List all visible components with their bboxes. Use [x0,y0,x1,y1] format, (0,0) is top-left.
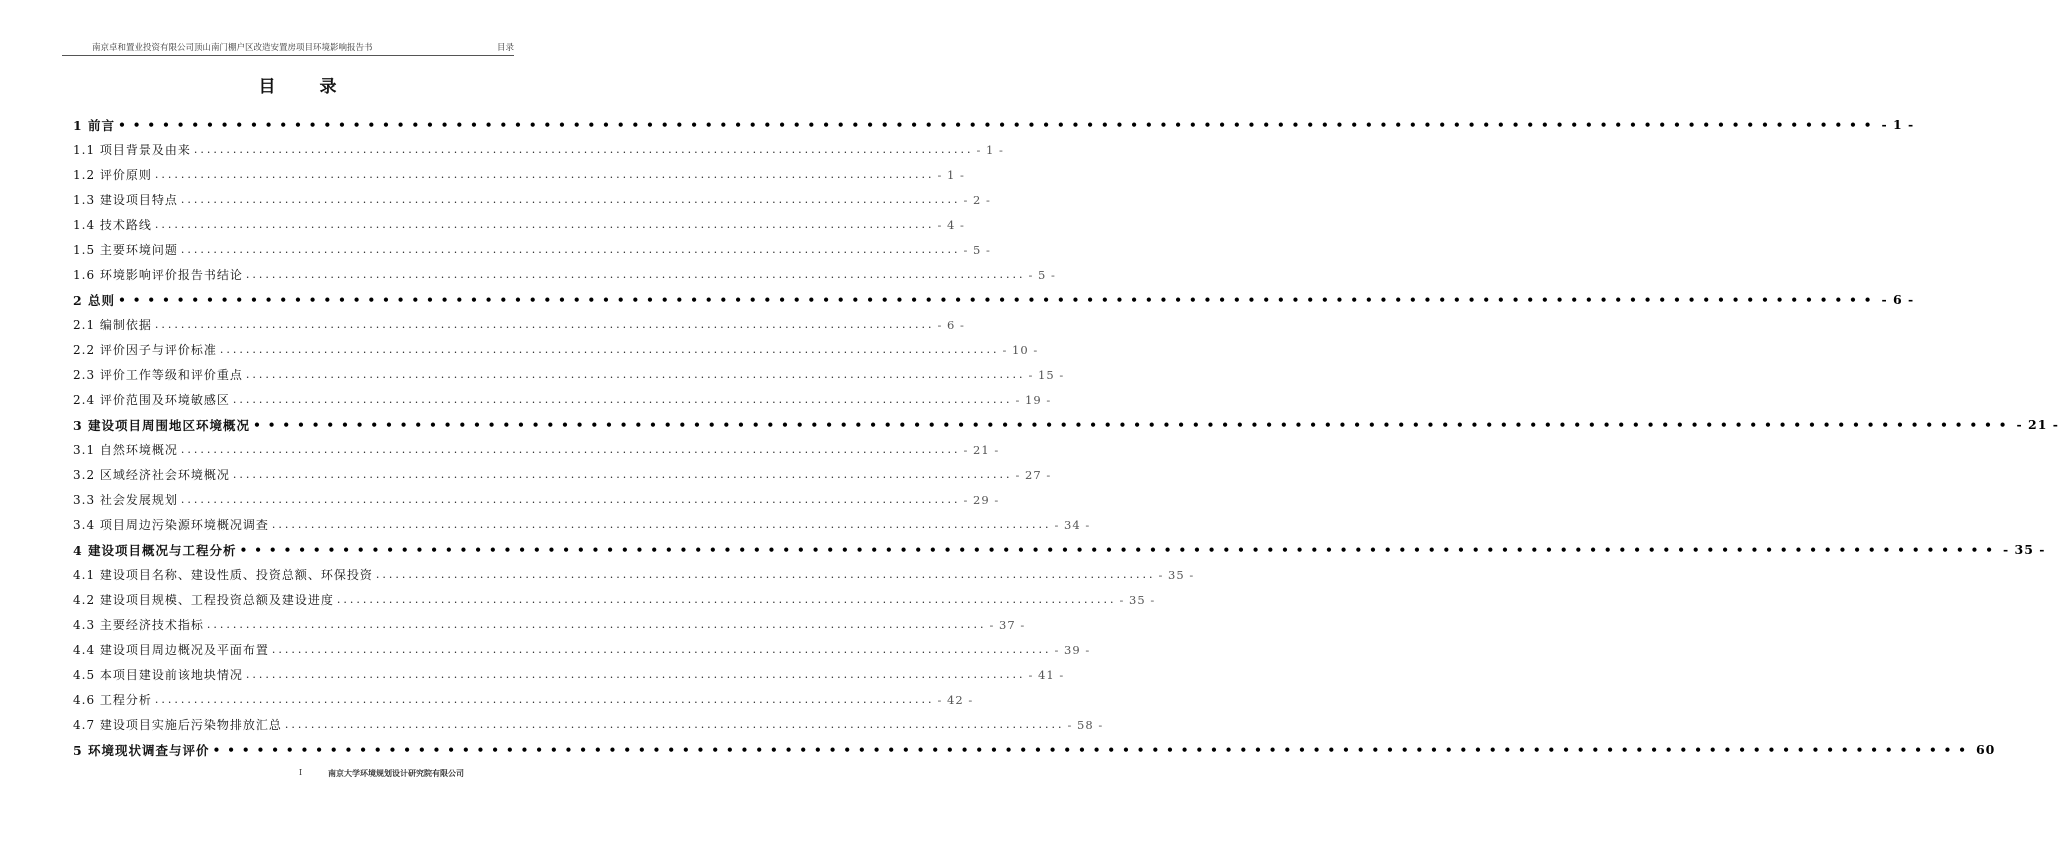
toc-section-entry[interactable] [73,387,1052,412]
toc-entry-label: 3.2 区域经济社会环境概况 [73,468,230,482]
footer-page-number: I [299,768,303,777]
toc-entry-page-number: - 2 - [963,192,991,207]
toc-dot-leader: ........................................................................................................................ [245,668,1026,681]
toc-dot-leader: ........................................................................................................................ [154,218,935,231]
toc-entry-label: 4.7 建设项目实施后污染物排放汇总 [73,718,282,732]
toc-entry-label: 4.5 本项目建设前该地块情况 [73,668,243,682]
toc-entry-label: 1.6 环境影响评价报告书结论 [73,268,243,282]
toc-dot-leader: ........................................................................................................................ [180,443,961,456]
toc-section-entry[interactable] [73,612,1026,637]
toc-section-entry[interactable] [73,312,965,337]
toc-entry-page-number: - 58 - [1067,717,1104,732]
page-header [62,41,514,56]
toc-section-entry[interactable] [73,637,1091,662]
toc-entry-page-number: - 6 - [1881,292,1915,307]
toc-entry-page-number: - 35 - [1119,592,1156,607]
toc-dot-leader: ........................................................................................................................ [180,193,961,206]
toc-chapter-entry[interactable] [73,537,2046,562]
toc-dot-leader: ........................................................................................................................ [336,593,1117,606]
toc-section-entry[interactable] [73,487,1000,512]
toc-entry-page-number: - 41 - [1028,667,1065,682]
toc-dot-leader: •••••••••••••••••••••••••••••••••••••••••••••••••••••••••••••••••••••••••••••••••••••••••••••••••••••••••••••••••••••••• [118,117,1879,132]
toc-entry-page-number: 60 [1975,742,1996,757]
toc-section-entry[interactable] [73,462,1052,487]
toc-section-entry[interactable] [73,687,974,712]
header-section-label: 目录 [496,43,514,53]
page-title: 目录 [258,77,381,97]
toc-dot-leader: ........................................................................................................................ [245,268,1026,281]
toc-chapter-entry[interactable] [73,287,1915,312]
toc-dot-leader: ........................................................................................................................ [206,618,987,631]
toc-dot-leader: ........................................................................................................................ [154,168,935,181]
toc-entry-page-number: - 1 - [1881,117,1915,132]
toc-entry-page-number: - 27 - [1015,467,1052,482]
toc-dot-leader: ........................................................................................................................ [219,343,1000,356]
toc-section-entry[interactable] [73,512,1091,537]
toc-entry-page-number: - 35 - [1158,567,1195,582]
toc-section-entry[interactable] [73,562,1195,587]
toc-entry-label: 1.4 技术路线 [73,218,152,232]
toc-entry-page-number: - 1 - [976,142,1004,157]
toc-entry-label: 4.3 主要经济技术指标 [73,618,204,632]
toc-dot-leader: ........................................................................................................................ [232,468,1013,481]
footer-organization: 南京大学环境规划设计研究院有限公司 [328,768,464,778]
toc-entry-label: 3.3 社会发展规划 [73,493,178,507]
toc-section-entry[interactable] [73,712,1104,737]
toc-dot-leader: ........................................................................................................................ [232,393,1013,406]
toc-section-entry[interactable] [73,662,1065,687]
toc-entry-page-number: - 1 - [937,167,965,182]
toc-dot-leader: ........................................................................................................................ [284,718,1065,731]
toc-entry-page-number: - 34 - [1054,517,1091,532]
toc-entry-page-number: - 21 - [963,442,1000,457]
toc-entry-page-number: - 42 - [937,692,974,707]
toc-dot-leader: ........................................................................................................................ [180,493,961,506]
toc-entry-label: 2.1 编制依据 [73,318,152,332]
toc-entry-page-number: - 37 - [989,617,1026,632]
toc-entry-page-number: - 19 - [1015,392,1052,407]
header-document-title: 南京卓和置业投资有限公司顶山南门棚户区改造安置房项目环境影响报告书 [92,43,373,53]
toc-section-entry[interactable] [73,262,1056,287]
page-footer [0,768,595,782]
toc-entry-label: 1.2 评价原则 [73,168,152,182]
toc-dot-leader: •••••••••••••••••••••••••••••••••••••••••••••••••••••••••••••••••••••••••••••••••••••••••••••••••••••••••••••••••••••••• [212,742,1973,757]
toc-dot-leader: •••••••••••••••••••••••••••••••••••••••••••••••••••••••••••••••••••••••••••••••••••••••••••••••••••••••••••••••••••••••• [253,417,2014,432]
toc-section-entry[interactable] [73,587,1156,612]
toc-dot-leader: ........................................................................................................................ [271,518,1052,531]
toc-entry-label: 3 建设项目周围地区环境概况 [73,417,251,433]
toc-entry-page-number: - 15 - [1028,367,1065,382]
toc-section-entry[interactable] [73,337,1039,362]
toc-entry-label: 1.5 主要环境问题 [73,243,178,257]
toc-entry-label: 4.6 工程分析 [73,693,152,707]
toc-chapter-entry[interactable] [73,412,2059,437]
toc-entry-label: 2 总则 [73,292,116,308]
toc-entry-page-number: - 10 - [1002,342,1039,357]
toc-dot-leader: •••••••••••••••••••••••••••••••••••••••••••••••••••••••••••••••••••••••••••••••••••••••••••••••••••••••••••••••••••••••• [118,292,1879,307]
toc-entry-label: 5 环境现状调查与评价 [73,742,210,758]
toc-entry-label: 4 建设项目概况与工程分析 [73,542,237,558]
toc-section-entry[interactable] [73,187,991,212]
toc-entry-label: 4.2 建设项目规模、工程投资总额及建设进度 [73,593,334,607]
toc-dot-leader: ........................................................................................................................ [154,318,935,331]
toc-entry-page-number: - 5 - [1028,267,1056,282]
toc-entry-page-number: - 4 - [937,217,965,232]
toc-section-entry[interactable] [73,237,991,262]
toc-entry-page-number: - 39 - [1054,642,1091,657]
toc-entry-label: 2.2 评价因子与评价标准 [73,343,217,357]
toc-section-entry[interactable] [73,162,965,187]
toc-section-entry[interactable] [73,362,1065,387]
toc-entry-page-number: - 5 - [963,242,991,257]
toc-entry-label: 2.3 评价工作等级和评价重点 [73,368,243,382]
toc-entry-label: 1 前言 [73,117,116,133]
toc-entry-page-number: - 35 - [2002,542,2046,557]
toc-entry-page-number: - 6 - [937,317,965,332]
toc-entry-page-number: - 29 - [963,492,1000,507]
toc-section-entry[interactable] [73,137,1004,162]
toc-dot-leader: ........................................................................................................................ [271,643,1052,656]
toc-dot-leader: •••••••••••••••••••••••••••••••••••••••••••••••••••••••••••••••••••••••••••••••••••••••••••••••••••••••••••••••••••••••• [239,542,2000,557]
toc-dot-leader: ........................................................................................................................ [375,568,1156,581]
toc-section-entry[interactable] [73,437,1000,462]
toc-entry-label: 4.4 建设项目周边概况及平面布置 [73,643,269,657]
toc-dot-leader: ........................................................................................................................ [180,243,961,256]
toc-dot-leader: ........................................................................................................................ [245,368,1026,381]
toc-dot-leader: ........................................................................................................................ [154,693,935,706]
toc-entry-page-number: - 21 - [2016,417,2059,432]
toc-entry-label: 3.1 自然环境概况 [73,443,178,457]
toc-entry-label: 1.1 项目背景及由来 [73,143,191,157]
toc-chapter-entry[interactable] [73,112,1915,137]
toc-entry-label: 4.1 建设项目名称、建设性质、投资总额、环保投资 [73,568,373,582]
toc-chapter-entry[interactable] [73,737,1996,762]
toc-dot-leader: ........................................................................................................................ [193,143,974,156]
toc-entry-label: 3.4 项目周边污染源环境概况调查 [73,518,269,532]
toc-entry-label: 1.3 建设项目特点 [73,193,178,207]
toc-section-entry[interactable] [73,212,965,237]
toc-entry-label: 2.4 评价范围及环境敏感区 [73,393,230,407]
table-of-contents [73,112,2059,762]
